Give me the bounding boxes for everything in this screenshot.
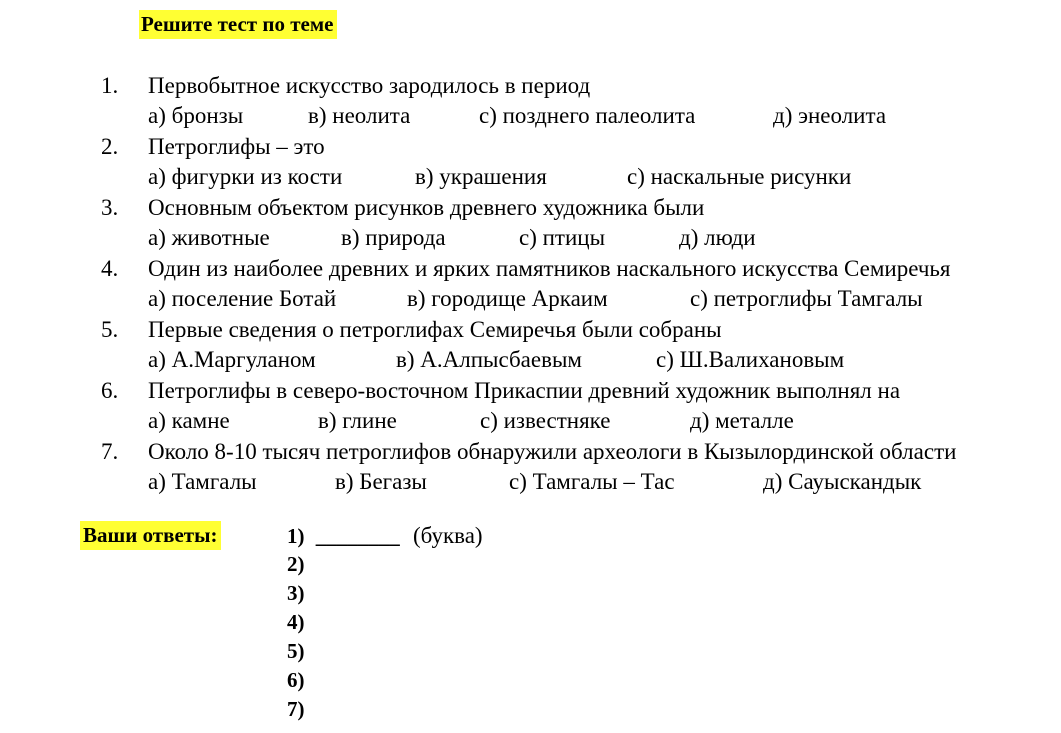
option-c: с) Тамгалы – Тас — [509, 469, 675, 494]
answer-number: 7) — [287, 697, 305, 721]
answer-row — [287, 695, 687, 724]
question-number: 7. — [101, 439, 119, 464]
question-text: Первобытное искусство зародилось в период — [148, 73, 591, 98]
option-b: в) украшения — [415, 164, 547, 189]
answer-row — [287, 521, 687, 550]
option-b: в) глине — [318, 408, 397, 433]
option-d: д) металле — [690, 408, 794, 433]
option-a: а) фигурки из кости — [148, 164, 343, 189]
question-number: 1. — [101, 73, 119, 98]
option-b: в) А.Алпысбаевым — [396, 347, 582, 372]
answers-label: Ваши ответы: — [80, 521, 221, 550]
question-text: Петроглифы – это — [148, 134, 325, 159]
answer-blank: ________ — [315, 524, 400, 548]
question-item — [0, 375, 1061, 436]
option-c: с) птицы — [519, 225, 606, 250]
option-b: в) городище Аркаим — [407, 286, 608, 311]
option-c: с) наскальные рисунки — [627, 164, 852, 189]
option-c: с) позднего палеолита — [479, 103, 696, 128]
question-item — [0, 131, 1061, 192]
question-number: 5. — [101, 317, 119, 342]
answer-number: 1) — [287, 524, 305, 548]
page-title: Решите тест по теме — [139, 10, 337, 39]
question-text: Петроглифы в северо-восточном Прикаспии древний художник выполнял на — [148, 378, 901, 403]
answer-row — [287, 637, 687, 666]
question-list — [0, 70, 1061, 497]
question-text: Около 8-10 тысяч петроглифов обнаружили археологи в Кызылординской области — [148, 439, 957, 464]
option-a: а) поселение Ботай — [148, 286, 337, 311]
option-a: а) животные — [148, 225, 270, 250]
question-text: Первые сведения о петроглифах Семиречья были собраны — [148, 317, 722, 342]
option-d: д) энеолита — [773, 103, 887, 128]
question-item — [0, 253, 1061, 314]
question-item — [0, 436, 1061, 497]
question-text: Один из наиболее древних и ярких памятников наскального искусства Семиречья — [148, 256, 951, 281]
question-item — [0, 314, 1061, 375]
option-c: с) Ш.Валихановым — [656, 347, 845, 372]
answer-row — [287, 608, 687, 637]
option-c: с) петроглифы Тамгалы — [690, 286, 923, 311]
option-d: д) люди — [679, 225, 756, 250]
option-c: с) известняке — [480, 408, 611, 433]
option-a: а) А.Маргуланом — [148, 347, 316, 372]
question-number: 4. — [101, 256, 119, 281]
question-item — [0, 192, 1061, 253]
answer-number: 6) — [287, 668, 305, 692]
question-text: Основным объектом рисунков древнего художника были — [148, 195, 705, 220]
answer-hint: (буква) — [413, 523, 483, 548]
answer-number: 4) — [287, 610, 305, 634]
option-a: а) бронзы — [148, 103, 244, 128]
answer-row — [287, 666, 687, 695]
question-number: 3. — [101, 195, 119, 220]
option-b: в) природа — [341, 225, 446, 250]
answer-number: 5) — [287, 639, 305, 663]
question-item — [0, 70, 1061, 131]
option-b: в) неолита — [308, 103, 411, 128]
answer-number: 3) — [287, 581, 305, 605]
answer-number: 2) — [287, 552, 305, 576]
answer-row — [287, 550, 687, 579]
option-d: д) Сауыскандык — [763, 469, 922, 494]
question-number: 6. — [101, 378, 119, 403]
answer-list — [287, 521, 687, 724]
answer-row — [287, 579, 687, 608]
question-number: 2. — [101, 134, 119, 159]
option-a: а) Тамгалы — [148, 469, 257, 494]
option-a: а) камне — [148, 408, 230, 433]
option-b: в) Бегазы — [335, 469, 427, 494]
